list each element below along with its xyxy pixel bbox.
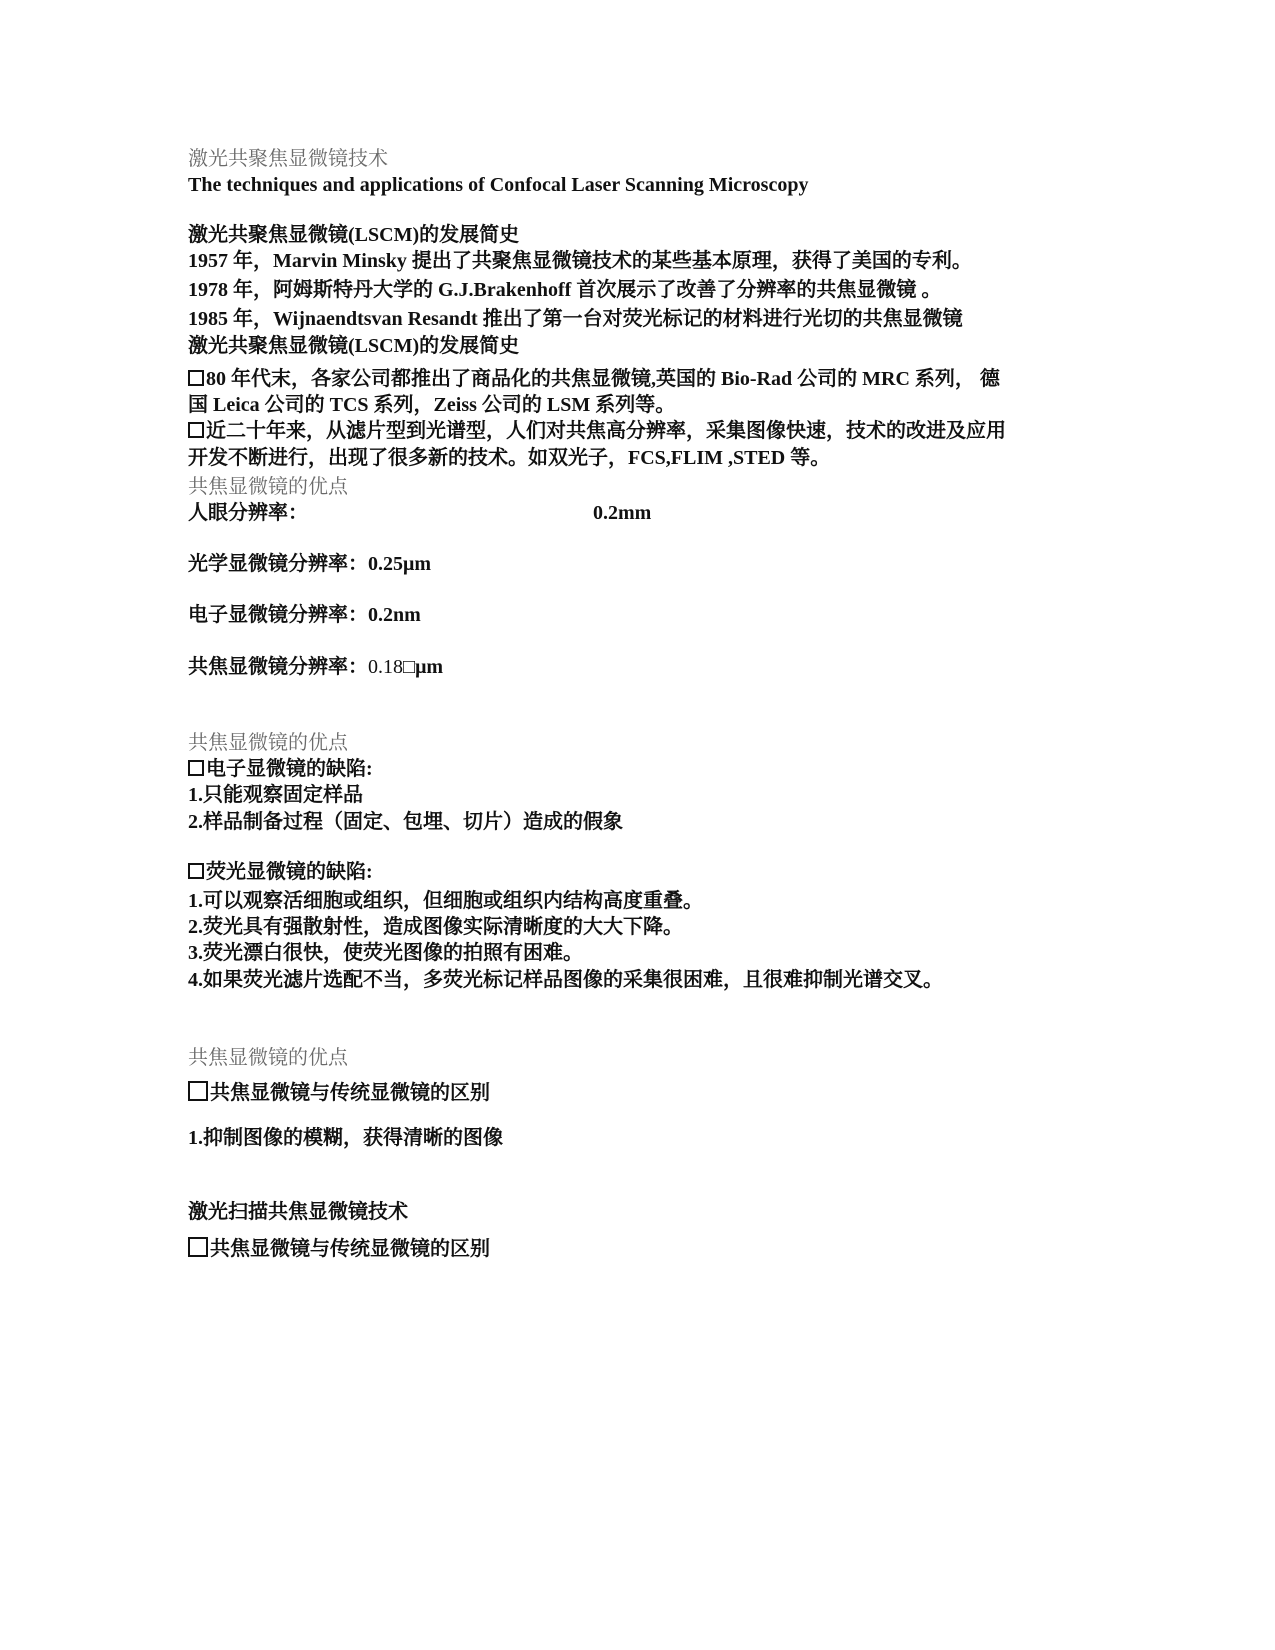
bullet-text: 荧光显微镜的缺陷: [206,861,373,883]
resolution-label: 共焦显微镜分辨率： [188,656,368,678]
history-item-1957: 1957 年，Marvin Minsky 提出了共聚焦显微镜技术的某些基本原理，获得了美国的专利。 [188,250,972,272]
history-heading-2: 激光共聚焦显微镜(LSCM)的发展简史 [188,335,520,357]
difference-item: 1.抑制图像的模糊，获得清晰的图像 [188,1127,503,1149]
resolution-label: 人眼分辨率： [188,502,308,524]
advantages-heading-3: 共焦显微镜的优点 [188,1047,348,1069]
title-english: The techniques and applications of Confocal Laser Scanning Microscopy [188,174,809,196]
em-defect-item: 2.样品制备过程（固定、包埋、切片）造成的假象 [188,811,623,833]
checkbox-bullet-icon [188,760,204,776]
resolution-row-eye [188,501,652,525]
fl-defect-item: 1.可以观察活细胞或组织，但细胞或组织内结构高度重叠。 [188,890,703,912]
resolution-value: 0.25μm [368,553,431,575]
checkbox-bullet-icon [188,370,204,386]
checkbox-bullet-icon [188,1081,208,1101]
em-defect-item: 1.只能观察固定样品 [188,784,363,806]
resolution-value: 0.2nm [368,604,421,626]
fl-defect-item: 3.荧光漂白很快，使荧光图像的拍照有困难。 [188,942,583,964]
resolution-row-electron [188,603,421,627]
resolution-value: 0.2mm [593,502,652,524]
difference-bullet [188,1081,490,1105]
lscm-heading: 激光扫描共焦显微镜技术 [188,1201,408,1223]
history-item-1978: 1978 年，阿姆斯特丹大学的 G.J.Brakenhoff 首次展示了改善了分辨率的共焦显微镜 。 [188,279,942,301]
bullet-text: 电子显微镜的缺陷: [206,758,373,780]
lscm-difference-bullet [188,1237,490,1261]
title-chinese: 激光共聚焦显微镜技术 [188,148,388,170]
history-bullet-1-cont: 国 Leica 公司的 TCS 系列，Zeiss 公司的 LSM 系列等。 [188,394,676,416]
em-defects-heading [188,757,373,781]
history-bullet-1 [188,367,1000,391]
resolution-value-unit: μm [415,656,444,678]
bullet-text-line: 80 年代末，各家公司都推出了商品化的共焦显微镜,英国的 Bio-Rad 公司的 MRC 系列， 德 [206,368,1000,390]
resolution-label: 光学显微镜分辨率： [188,553,368,575]
bullet-text: 共焦显微镜与传统显微镜的区别 [210,1082,490,1104]
checkbox-bullet-icon [188,863,204,879]
resolution-label: 电子显微镜分辨率： [188,604,368,626]
resolution-row-confocal [188,655,443,679]
resolution-row-optical [188,552,431,576]
checkbox-bullet-icon [188,1237,208,1257]
bullet-text: 共焦显微镜与传统显微镜的区别 [210,1238,490,1260]
history-bullet-2 [188,419,1006,443]
resolution-value-number: 0.18□ [368,656,416,678]
fl-defect-item: 4.如果荧光滤片选配不当，多荧光标记样品图像的采集很困难，且很难抑制光谱交叉。 [188,969,943,991]
checkbox-bullet-icon [188,422,204,438]
history-bullet-2-cont: 开发不断进行，出现了很多新的技术。如双光子，FCS,FLIM ,STED 等。 [188,447,831,469]
history-heading: 激光共聚焦显微镜(LSCM)的发展简史 [188,224,520,246]
bullet-text-line: 近二十年来，从滤片型到光谱型，人们对共焦高分辨率，采集图像快速，技术的改进及应用 [206,420,1006,442]
advantages-heading-2: 共焦显微镜的优点 [188,732,348,754]
fl-defects-heading [188,860,373,884]
fl-defect-item: 2.荧光具有强散射性，造成图像实际清晰度的大大下降。 [188,916,683,938]
history-item-1985: 1985 年，Wijnaendtsvan Resandt 推出了第一台对荧光标记的材料进行光切的共焦显微镜 [188,308,963,330]
advantages-heading-1: 共焦显微镜的优点 [188,476,348,498]
